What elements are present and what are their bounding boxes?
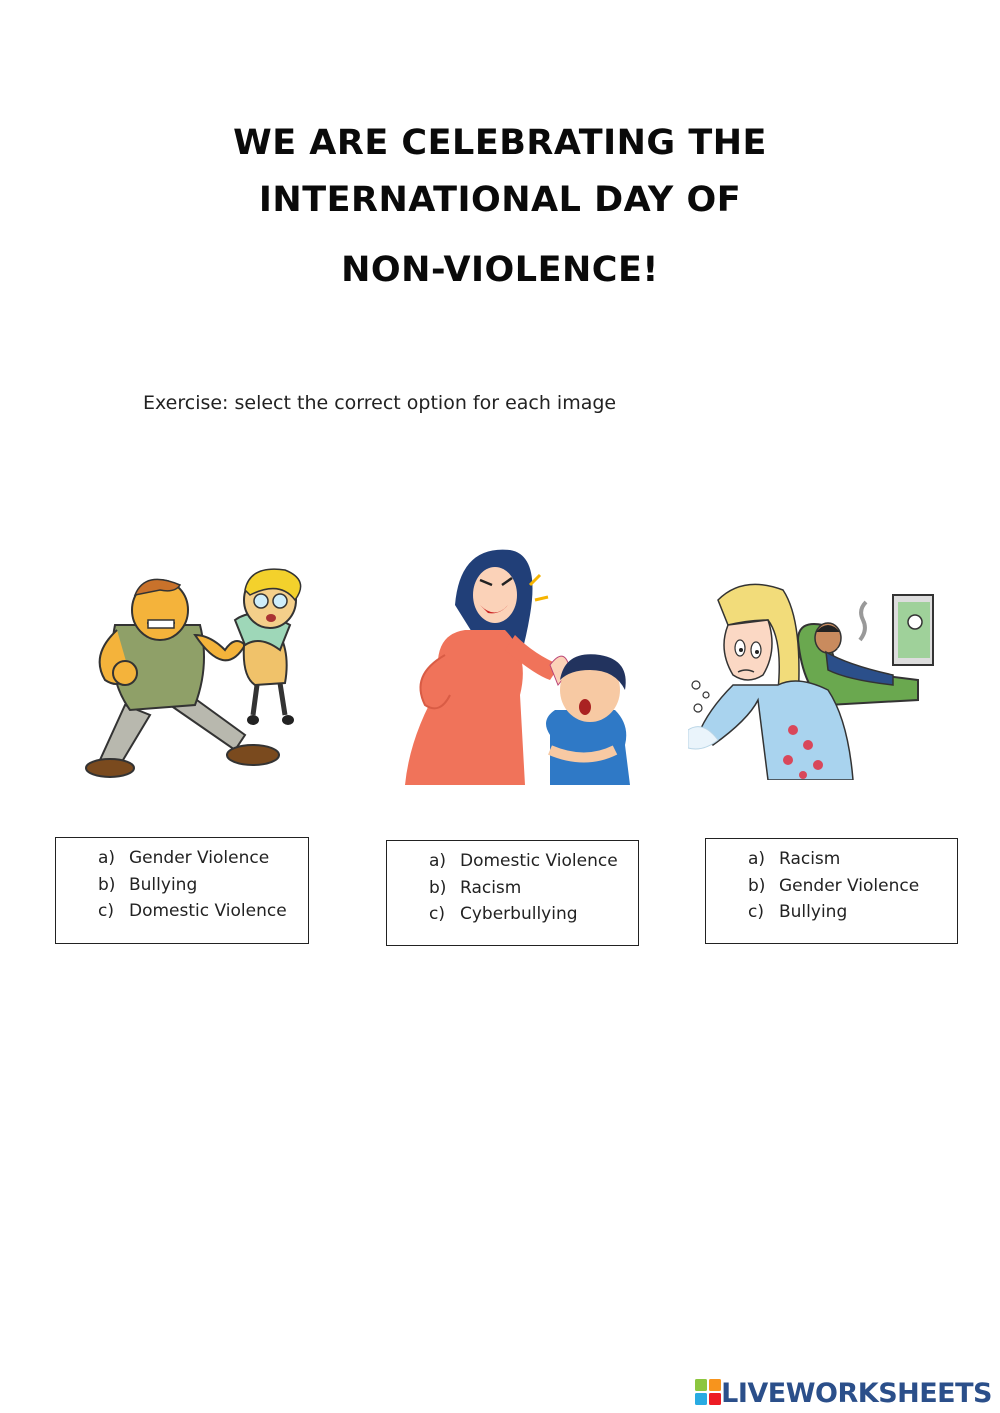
option-item[interactable]: c) Bullying — [748, 902, 848, 922]
title-line-1: WE ARE CELEBRATING THE — [233, 123, 767, 163]
title-line-2: INTERNATIONAL DAY OF — [258, 180, 742, 220]
options-box-3 — [705, 838, 958, 944]
mother-scolding-illustration — [400, 545, 640, 785]
option-item[interactable]: a) Gender Violence — [98, 848, 270, 868]
woman-cleaning-illustration — [688, 580, 936, 780]
option-item[interactable]: c) Domestic Violence — [98, 901, 287, 921]
brand-name: LIVEWORKSHEETS — [721, 1377, 992, 1409]
option-item[interactable]: c) Cyberbullying — [429, 904, 578, 924]
bully-illustration — [85, 565, 320, 785]
exercise-instructions: Exercise: select the correct option for each image — [143, 392, 617, 414]
title-line-3: NON-VIOLENCE! — [341, 250, 659, 290]
option-item[interactable]: b) Bullying — [98, 874, 198, 895]
options-box-1 — [55, 837, 309, 944]
option-item[interactable]: a) Racism — [748, 849, 841, 869]
options-box-2 — [386, 840, 639, 946]
option-item[interactable]: b) Racism — [429, 877, 522, 898]
option-item[interactable]: b) Gender Violence — [748, 875, 920, 896]
option-item[interactable]: a) Domestic Violence — [429, 851, 618, 871]
liveworksheets-logo-icon — [695, 1379, 721, 1407]
liveworksheets-brand — [695, 1376, 992, 1410]
